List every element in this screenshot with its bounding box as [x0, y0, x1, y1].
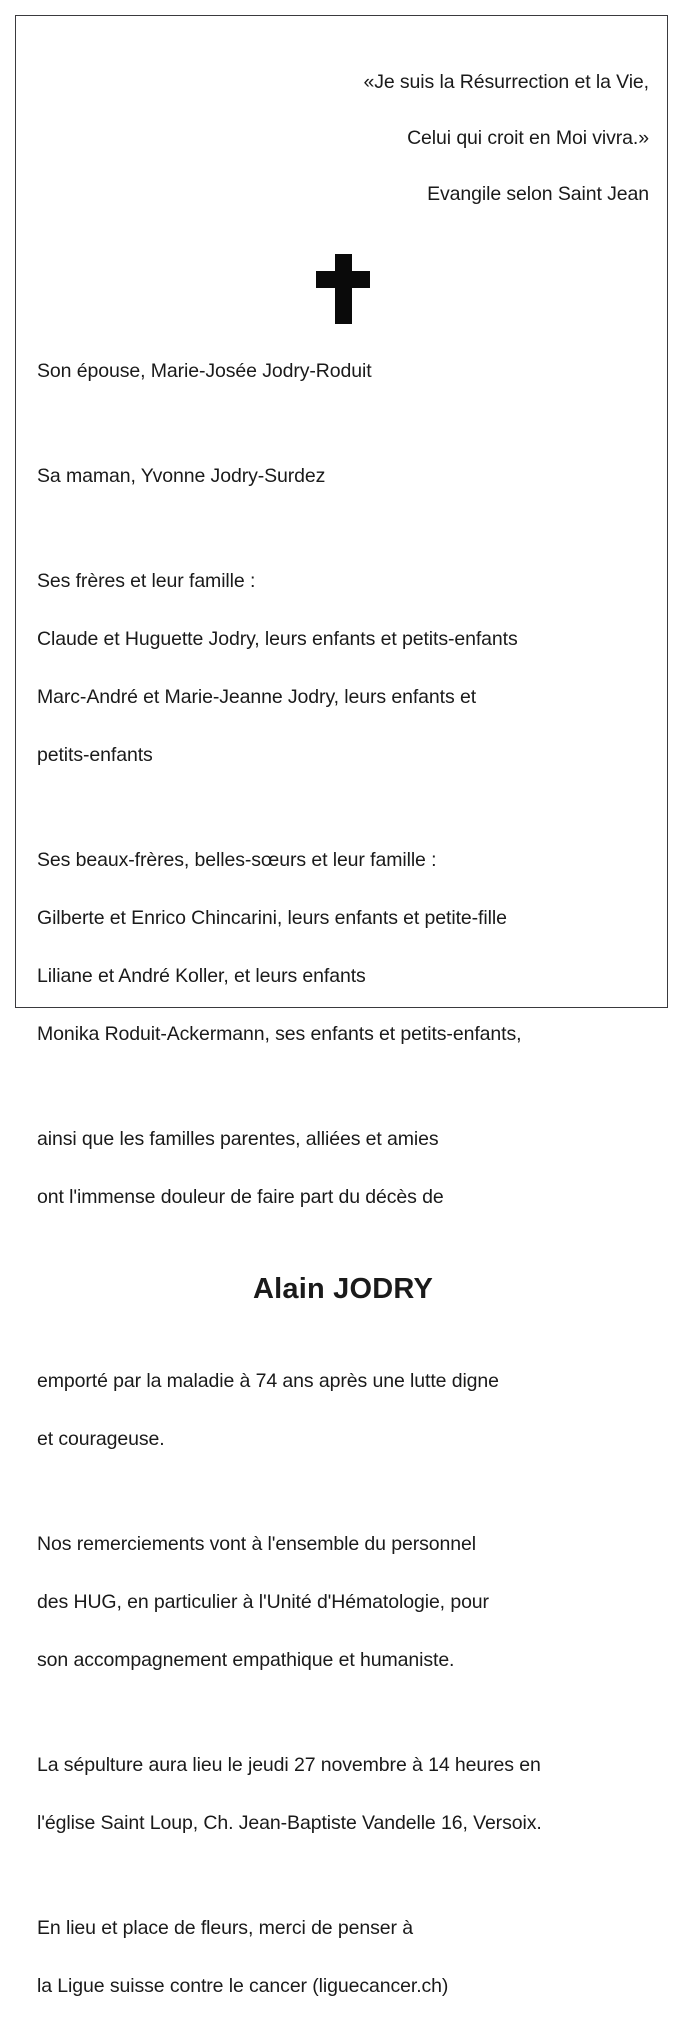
announcement-text: [37, 1096, 649, 1241]
epigraph-line: Celui qui croit en Moi vivra.»: [407, 127, 649, 149]
epigraph-attribution: Evangile selon Saint Jean: [427, 183, 649, 205]
survivor-line: Monika Roduit-Ackermann, ses enfants et petits-enfants,: [37, 1023, 522, 1045]
survivors-in-laws: [37, 817, 649, 1078]
deceased-name: Alain JODRY: [253, 1273, 433, 1305]
latin-cross-icon: [316, 254, 370, 324]
thanks-line: Nos remerciements vont à l'ensemble du personnel: [37, 1533, 476, 1555]
survivor-line: Son épouse, Marie-Josée Jodry-Roduit: [37, 360, 372, 382]
epigraph-line: «Je suis la Résurrection et la Vie,: [363, 71, 649, 93]
donation-line: En lieu et place de fleurs, merci de penser à: [37, 1917, 413, 1939]
survivor-group-heading: Ses frères et leur famille :: [37, 570, 256, 592]
ceremony-line: La sépulture aura lieu le jeudi 27 novembre à 14 heures en: [37, 1754, 541, 1776]
announcement-line: ainsi que les familles parentes, alliées et amies: [37, 1128, 439, 1150]
announcement-line: ont l'immense douleur de faire part du décès de: [37, 1186, 444, 1208]
survivor-line: Gilberte et Enrico Chincarini, leurs enfants et petite-fille: [37, 907, 507, 929]
thanks-line: des HUG, en particulier à l'Unité d'Hématologie, pour: [37, 1591, 489, 1613]
notice-content: [37, 16, 649, 2030]
circumstances-line: emporté par la maladie à 74 ans après une lutte digne: [37, 1370, 499, 1392]
survivor-group-heading: Ses beaux-frères, belles-sœurs et leur famille :: [37, 849, 437, 871]
cross-horizontal-bar: [316, 271, 370, 288]
scripture-epigraph: [37, 40, 649, 236]
circumstances-line: et courageuse.: [37, 1428, 165, 1450]
ceremony-line: l'église Saint Loup, Ch. Jean-Baptiste Vandelle 16, Versoix.: [37, 1812, 542, 1834]
survivor-line: Claude et Huguette Jodry, leurs enfants et petits-enfants: [37, 628, 518, 650]
survivor-mother: [37, 433, 649, 520]
notice-border-frame: [15, 15, 668, 1997]
donation-line: la Ligue suisse contre le cancer (liguecancer.ch): [37, 1975, 449, 1997]
survivor-line: Liliane et André Koller, et leurs enfants: [37, 965, 366, 987]
thanks-line: son accompagnement empathique et humaniste.: [37, 1649, 455, 1671]
donation-request: [37, 1885, 649, 2030]
circumstances-of-death: [37, 1338, 649, 1483]
survivor-line: Sa maman, Yvonne Jodry-Surdez: [37, 465, 326, 487]
thanks-message: [37, 1501, 649, 1704]
survivor-line: Marc-André et Marie-Jeanne Jodry, leurs enfants et: [37, 686, 477, 708]
survivor-line: petits-enfants: [37, 744, 153, 766]
cross-vertical-bar: [335, 254, 352, 324]
survivors-brothers: [37, 538, 649, 799]
ceremony-details: [37, 1722, 649, 1867]
survivor-spouse: [37, 328, 649, 415]
cross-container: [37, 254, 649, 328]
